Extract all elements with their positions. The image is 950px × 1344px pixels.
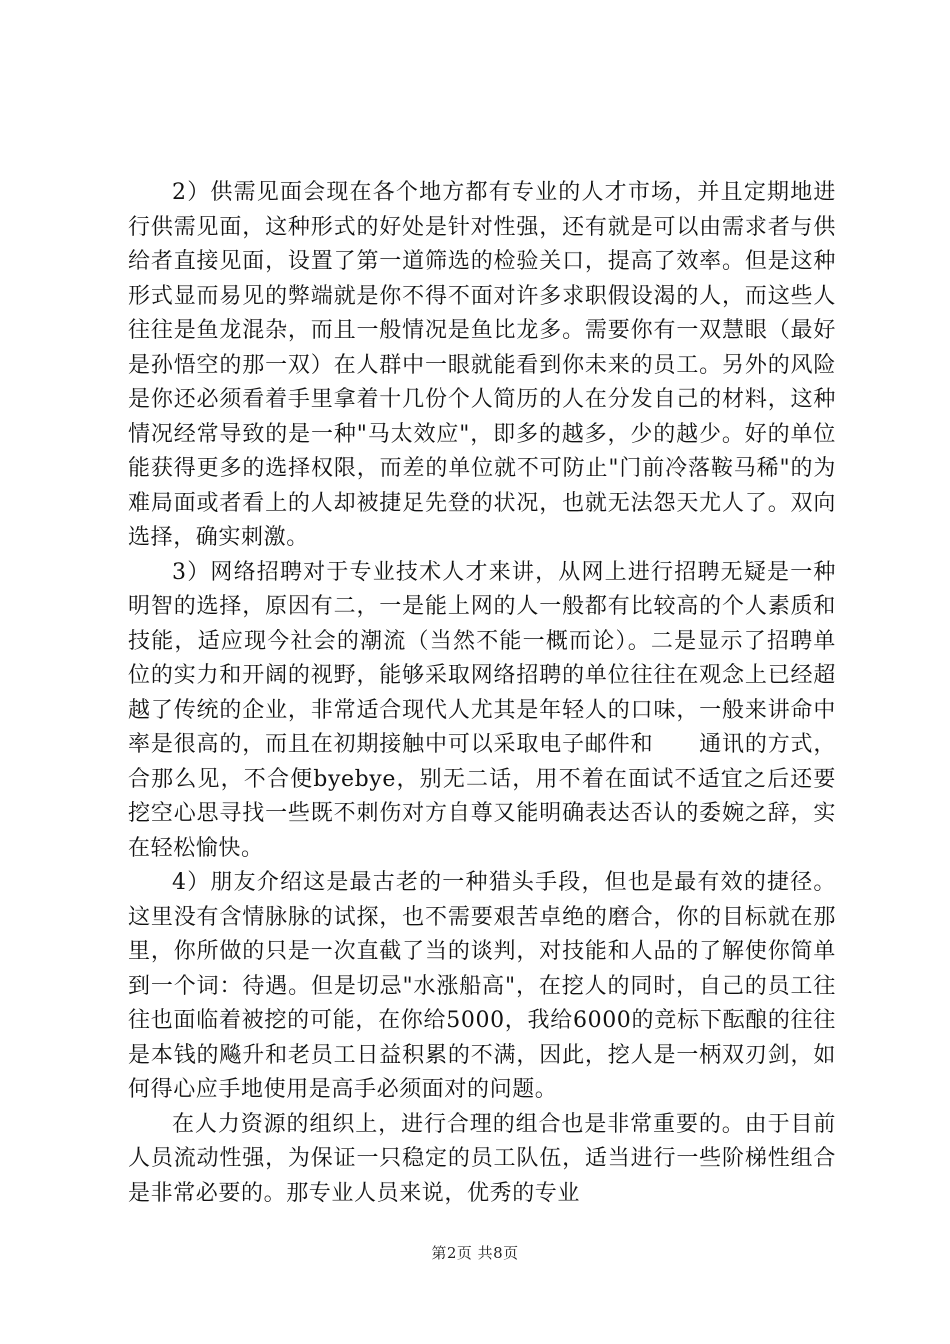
paragraph-job-fair: 2）供需见面会现在各个地方都有专业的人才市场，并且定期地进行供需见面，这种形式的好处是针对性强，还有就是可以由需求者与供给者直接见面，设置了第一道筛选的检验关口，提高了效率。但是这种形式显而易见的弊端就是你不得不面对许多求职假设渴的人，而这些人往往是鱼龙混杂，而且一般情况是鱼比龙多。需要你有一双慧眼（最好是孙悟空的那一双）在人群中一眼就能看到你未来的员工。另外的风险是你还必须看着手里拿着十几份个人简历的人在分发自己的材料，这种情况经常导致的是一种"马太效应"，即多的越多，少的越少。好的单位能获得更多的选择权限，而差的单位就不可防止"门前冷落鞍马稀"的为难局面或者看上的人却被捷足先登的状况，也就无法怨天尤人了。双向选择，确实刺激。 <box>128 180 836 550</box>
paragraph-hr-organization: 在人力资源的组织上，进行合理的组合也是非常重要的。由于目前人员流动性强，为保证一只稳定的员工队伍，适当进行一些阶梯性组合是非常必要的。那专业人员来说，优秀的专业 <box>128 1111 836 1206</box>
paragraph-friend-referral: 4）朋友介绍这是最古老的一种猎头手段，但也是最有效的捷径。这里没有含情脉脉的试探，也不需要艰苦卓绝的磨合，你的目标就在那里，你所做的只是一次直截了当的谈判，对技能和人品的了解使你简单到一个词：待遇。但是切忌"水涨船高"，在挖人的同时，自己的员工往往也面临着被挖的可能，在你给5000，我给6000的竞标下酝酿的往往是本钱的飚升和老员工日益积累的不满，因此，挖人是一柄双刃剑，如何得心应手地使用是高手必须面对的问题。 <box>128 870 836 1102</box>
page-footer: 第2页 共8页 <box>431 1244 519 1262</box>
document-body <box>128 176 836 1211</box>
paragraph-online-recruitment: 3）网络招聘对于专业技术人才来讲，从网上进行招聘无疑是一种明智的选择，原因有二，一是能上网的人一般都有比较高的个人素质和技能，适应现今社会的潮流（当然不能一概而论）。二是显示了招聘单位的实力和开阔的视野，能够采取网络招聘的单位往往在观念上已经超越了传统的企业，非常适合现代人尤其是年轻人的口味，一般来讲命中率是很高的，而且在初期接触中可以采取电子邮件和 通讯的方式，合那么见，不合便byebye，别无二话，用不着在面试不适宜之后还要挖空心思寻找一些既不刺伤对方自尊又能明确表达否认的委婉之辞，实在轻松愉快。 <box>128 559 836 861</box>
